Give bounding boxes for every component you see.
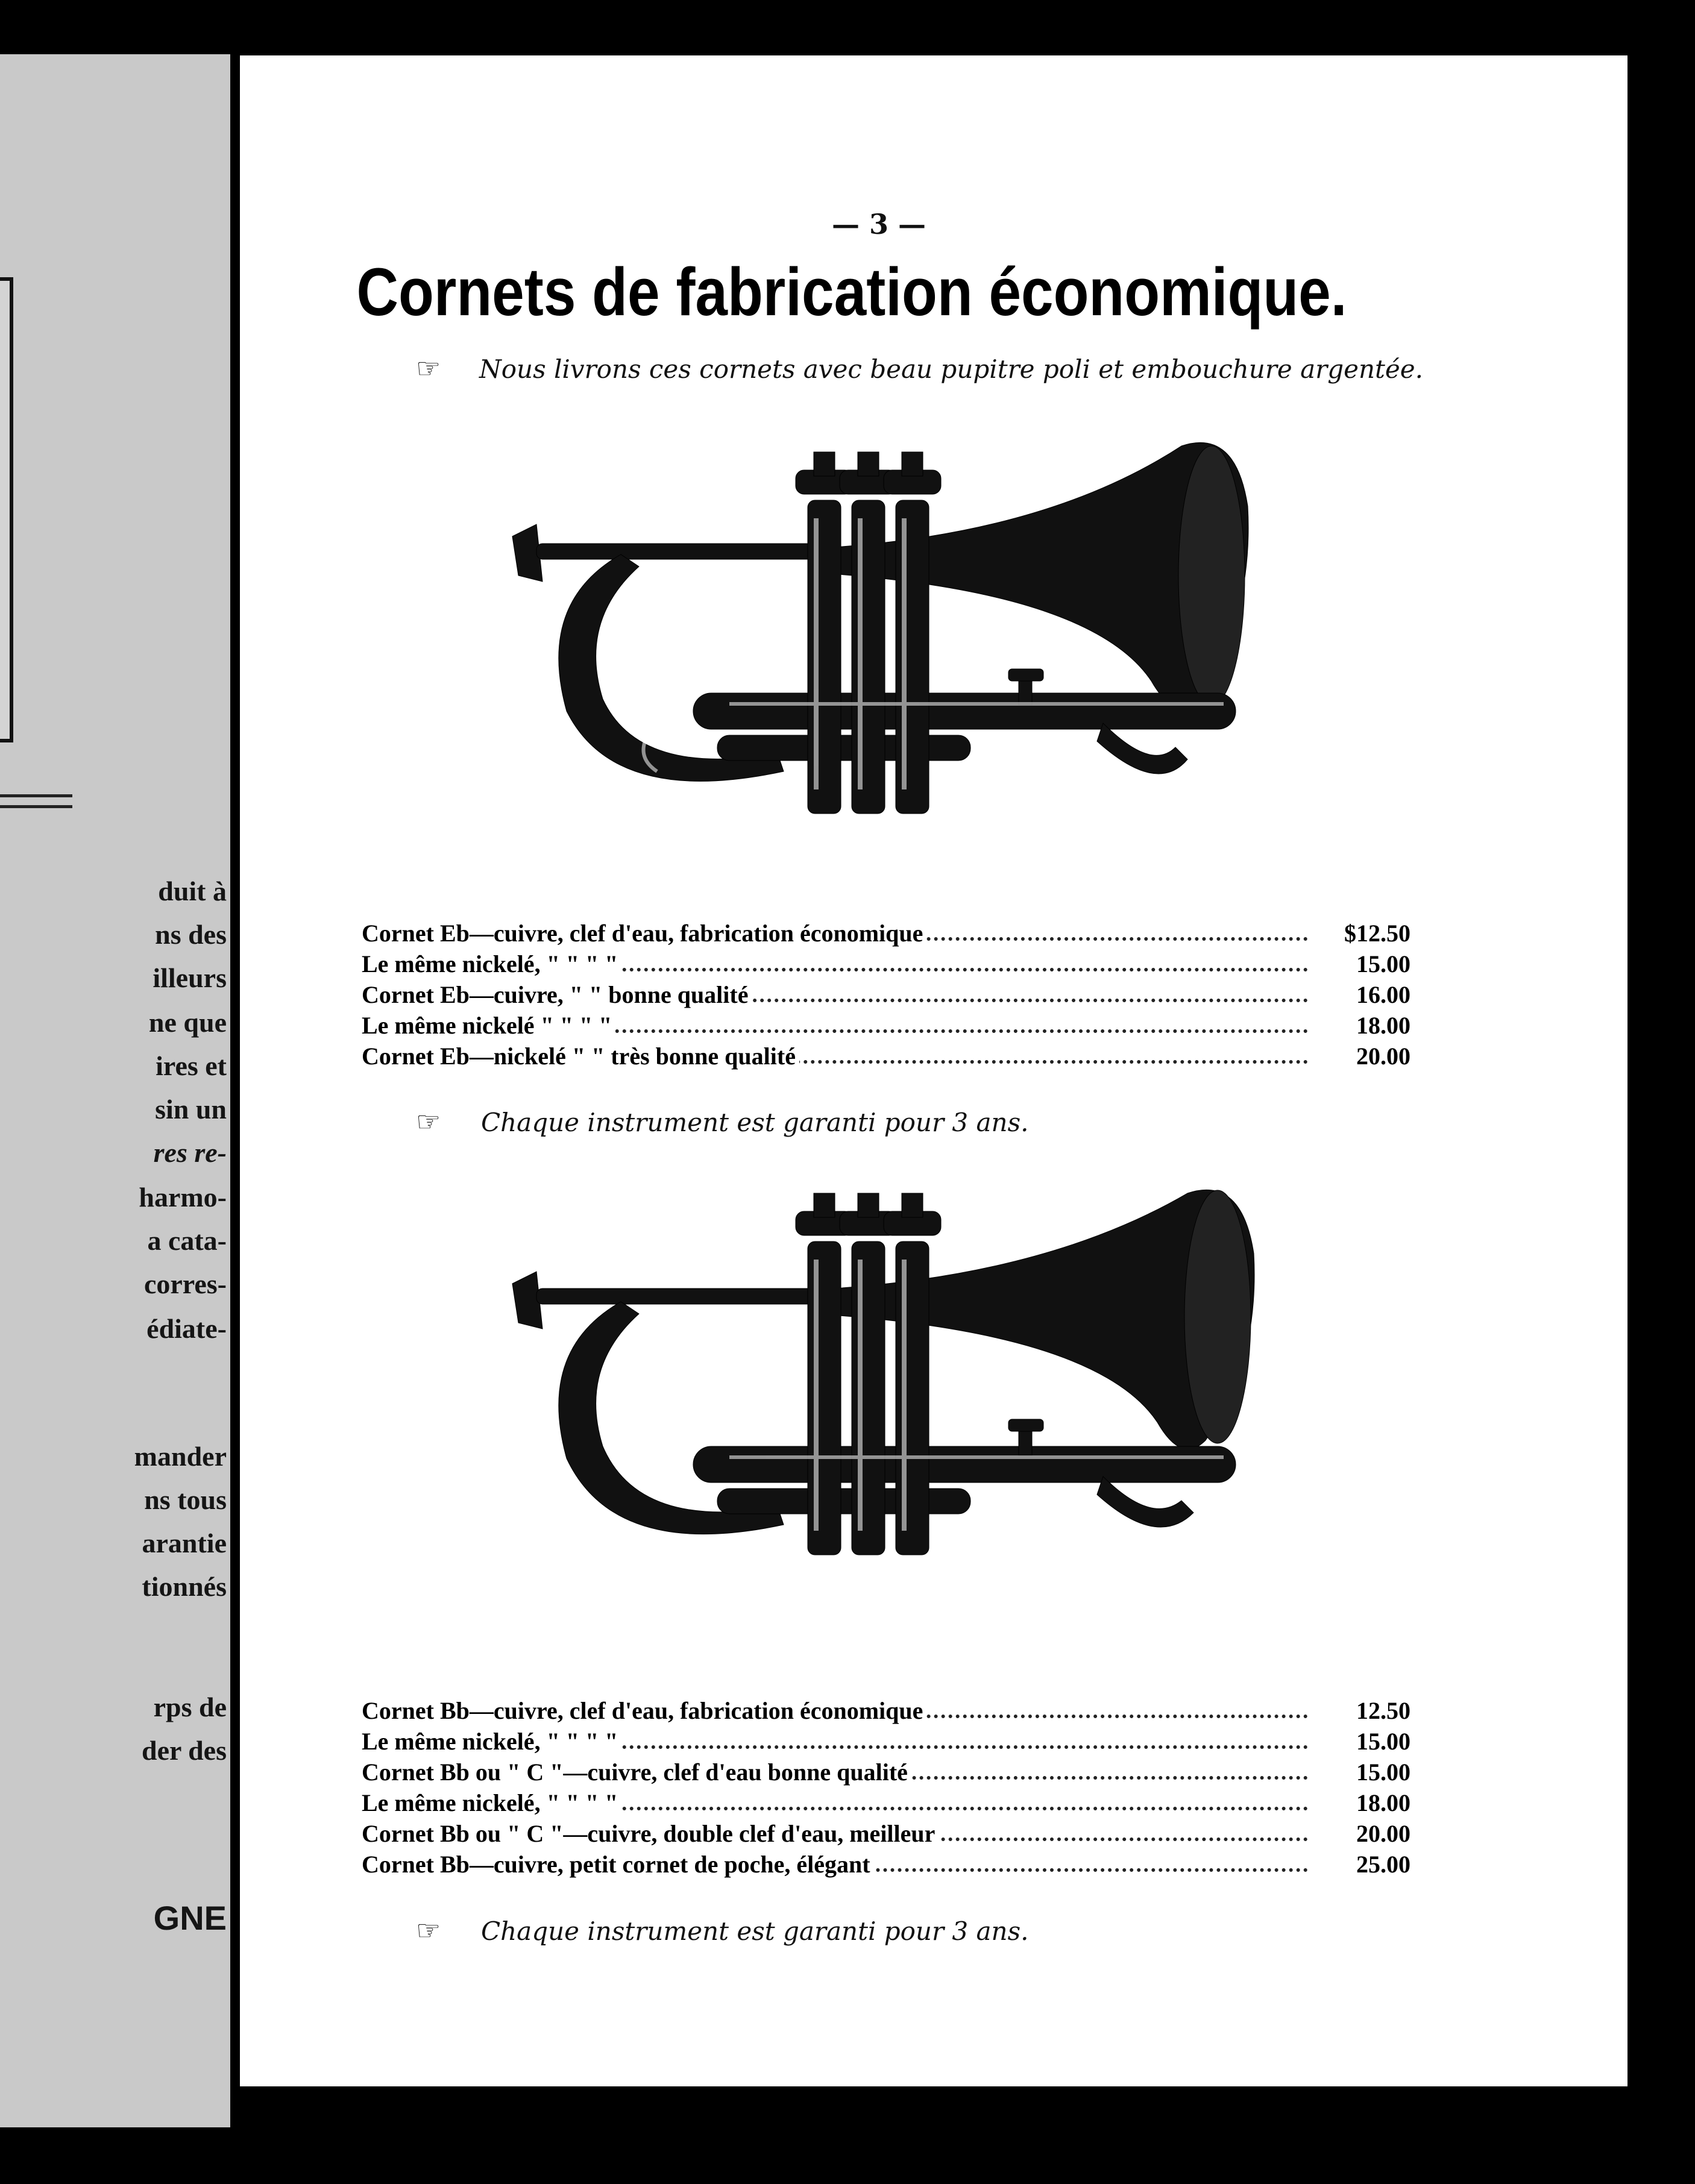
left-text-fragment: tionnés — [142, 1571, 227, 1602]
left-page-rule — [0, 794, 72, 797]
left-text-fragment: ires et — [156, 1050, 227, 1081]
guarantee-note: Chaque instrument est garanti pour 3 ans. — [481, 1916, 1029, 1946]
eb-cornet-price-list — [362, 919, 1410, 1073]
price-row: Cornet Eb—nickelé " " très bonne qualité 20.00 — [362, 1043, 1410, 1070]
price: 15.00 — [1351, 1758, 1410, 1786]
left-text-fragment: sin un — [155, 1094, 227, 1125]
left-text-fragment: rps de — [153, 1692, 227, 1722]
page-title: Cornets de fabrication économique. — [356, 254, 1347, 330]
left-text-fragment: mander — [134, 1441, 227, 1472]
left-text-fragment: a cata- — [147, 1225, 227, 1256]
left-text-fragment: édiate- — [146, 1313, 227, 1344]
pointing-hand-icon: ☞ — [416, 1105, 441, 1138]
price-row: Cornet Bb—cuivre, clef d'eau, fabrication économique 12.50 — [362, 1697, 1410, 1724]
price: 15.00 — [1351, 950, 1410, 978]
left-page-box — [0, 277, 13, 742]
left-text-fragment: GNE — [153, 1899, 227, 1937]
price-row: Cornet Bb—cuivre, petit cornet de poche, élégant 25.00 — [362, 1851, 1410, 1878]
price-row: Le même nickelé, " " " " 15.00 — [362, 950, 1410, 977]
pointing-hand-icon: ☞ — [416, 1914, 441, 1947]
price-row: Cornet Bb ou " C "—cuivre, double clef d'eau, meilleur 20.00 — [362, 1820, 1410, 1847]
price: 18.00 — [1351, 1011, 1410, 1040]
price: 12.50 — [1351, 1696, 1410, 1725]
price-row: Cornet Eb—cuivre, clef d'eau, fabrication économique $12.50 — [362, 920, 1410, 947]
intro-note: Nous livrons ces cornets avec beau pupitre poli et embouchure argentée. — [479, 354, 1423, 384]
price: $12.50 — [1339, 919, 1410, 947]
left-page-rule — [0, 805, 72, 808]
left-text-fragment: der des — [142, 1735, 227, 1766]
guarantee-note: Chaque instrument est garanti pour 3 ans. — [481, 1108, 1029, 1137]
left-text-fragment: duit à — [158, 876, 227, 906]
cornet-illustration — [500, 434, 1260, 880]
price: 25.00 — [1351, 1850, 1410, 1878]
price-row: Cornet Eb—cuivre, " " bonne qualité 16.00 — [362, 981, 1410, 1008]
price: 20.00 — [1351, 1042, 1410, 1070]
price-row: Le même nickelé " " " " 18.00 — [362, 1012, 1410, 1039]
price: 18.00 — [1351, 1789, 1410, 1817]
price-row: Le même nickelé, " " " " 15.00 — [362, 1728, 1410, 1755]
page-number: — 3 — — [832, 208, 926, 240]
price-row: Le même nickelé, " " " " 18.00 — [362, 1789, 1410, 1816]
pointing-hand-icon: ☞ — [416, 352, 441, 384]
left-text-fragment: ns des — [155, 919, 227, 950]
cornet-illustration — [500, 1181, 1266, 1627]
bb-cornet-price-list — [362, 1696, 1410, 1881]
price: 15.00 — [1351, 1727, 1410, 1756]
left-text-fragment: arantie — [142, 1528, 227, 1558]
left-text-fragment: ne que — [148, 1007, 227, 1038]
price: 20.00 — [1351, 1819, 1410, 1848]
price: 16.00 — [1351, 981, 1410, 1009]
previous-page-fragment — [0, 54, 230, 2127]
price-row: Cornet Bb ou " C "—cuivre, clef d'eau bonne qualité 15.00 — [362, 1759, 1410, 1786]
left-text-fragment: ns tous — [144, 1484, 227, 1515]
left-text-fragment: illeurs — [153, 962, 227, 993]
left-text-fragment: res re- — [153, 1137, 227, 1168]
left-text-fragment: harmo- — [139, 1182, 227, 1213]
left-text-fragment: corres- — [143, 1269, 227, 1299]
